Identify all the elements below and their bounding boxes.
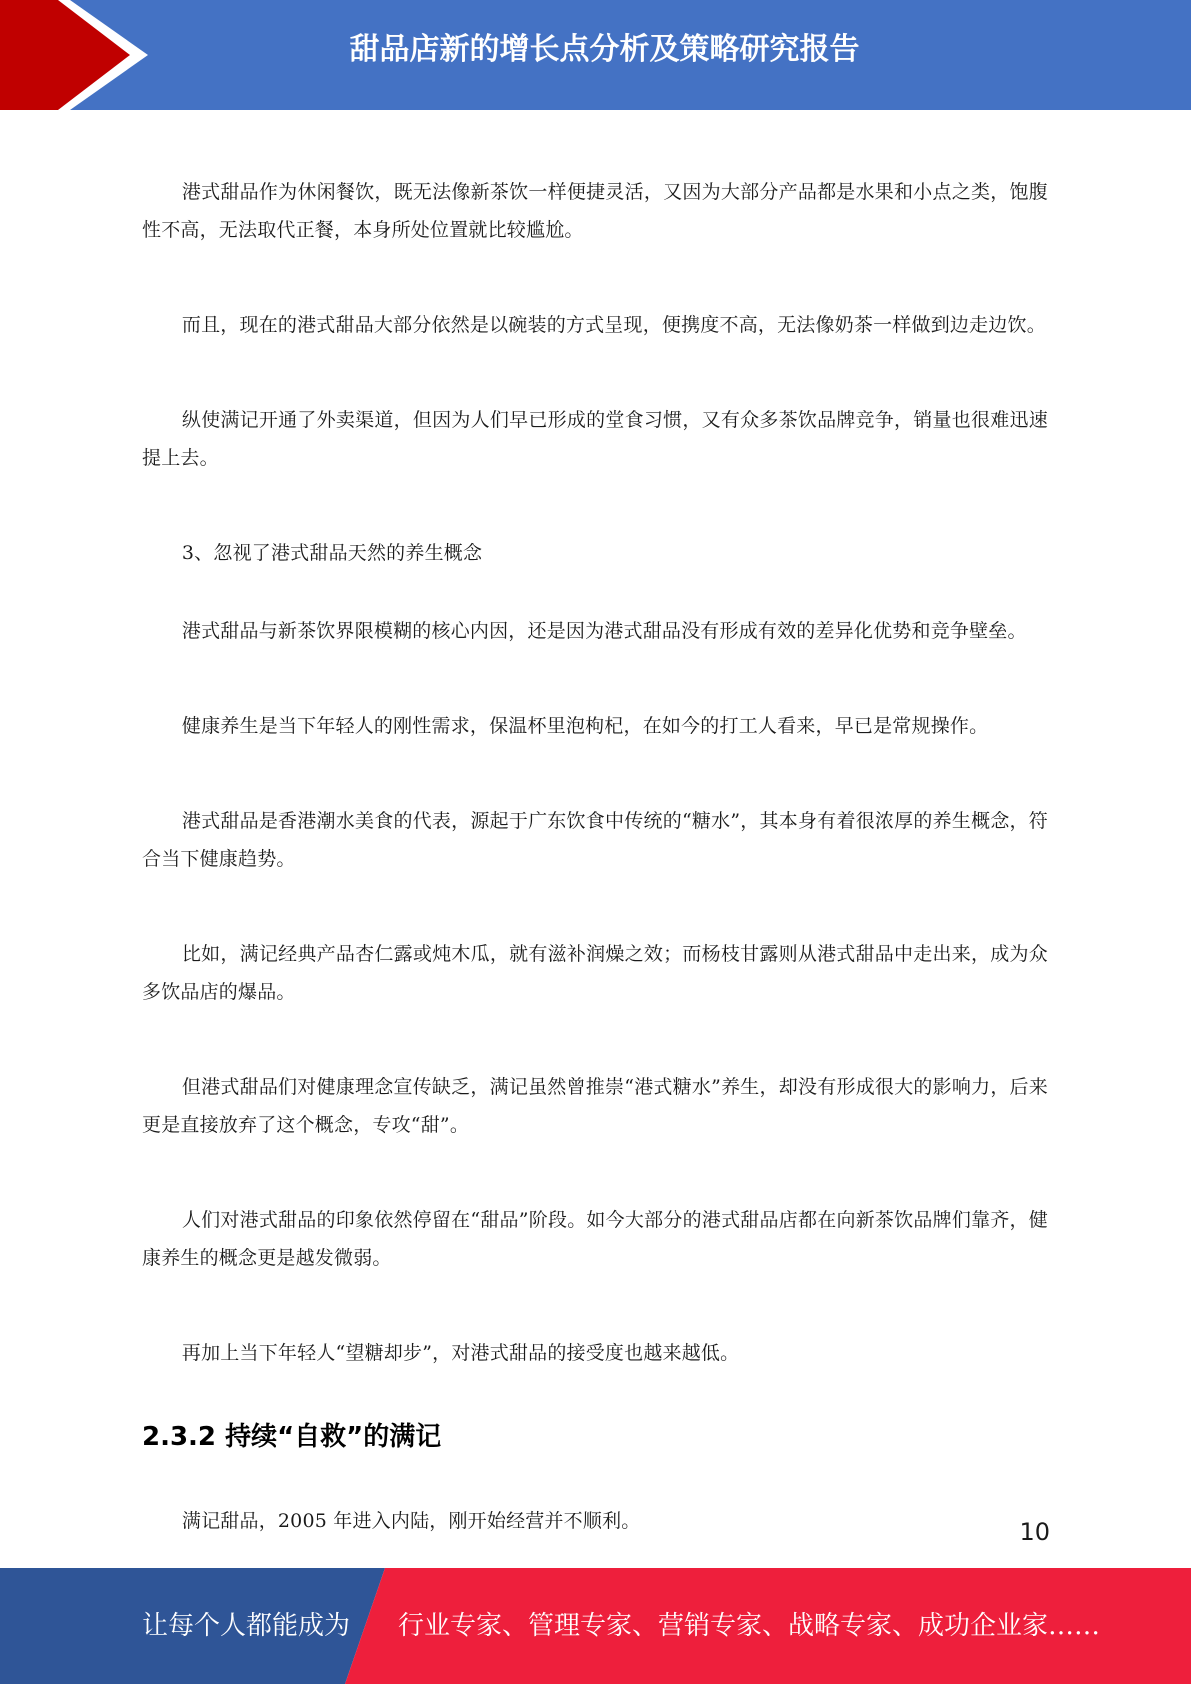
section-heading: 2.3.2 持续“自救”的满记 — [142, 1422, 442, 1452]
body-paragraph: 人们对港式甜品的印象依然停留在“甜品”阶段。如今大部分的港式甜品店都在向新茶饮品牌们靠齐，健康养生的概念更是越发微弱。 — [142, 1209, 1048, 1269]
body-paragraph: 纵使满记开通了外卖渠道，但因为人们早已形成的堂食习惯，又有众多茶饮品牌竞争，销量也很难迅速提上去。 — [142, 409, 1048, 469]
body-paragraph: 健康养生是当下年轻人的刚性需求，保温杯里泡枸杞，在如今的打工人看来，早已是常规操作。 — [181, 715, 989, 737]
page-content — [142, 173, 1048, 1597]
footer-slogan-right: 行业专家、管理专家、营销专家、战略专家、成功企业家…… — [398, 1611, 1101, 1641]
body-paragraph: 但港式甜品们对健康理念宣传缺乏，满记虽然曾推崇“港式糖水”养生，却没有形成很大的影响力，后来更是直接放弃了这个概念，专攻“甜”。 — [142, 1076, 1048, 1136]
body-paragraph: 再加上当下年轻人“望糖却步”，对港式甜品的接受度也越来越低。 — [181, 1342, 740, 1364]
page-footer — [0, 1568, 1191, 1684]
body-paragraph: 港式甜品作为休闲餐饮，既无法像新茶饮一样便捷灵活，又因为大部分产品都是水果和小点之类，饱腹性不高，无法取代正餐，本身所处位置就比较尴尬。 — [142, 181, 1048, 241]
footer-slogan-left: 让每个人都能成为 — [142, 1611, 351, 1641]
subsection-title: 3、忽视了港式甜品天然的养生概念 — [181, 542, 483, 564]
body-paragraph: 比如，满记经典产品杏仁露或炖木瓜，就有滋补润燥之效；而杨枝甘露则从港式甜品中走出来，成为众多饮品店的爆品。 — [142, 943, 1048, 1003]
body-paragraph: 港式甜品与新茶饮界限模糊的核心内因，还是因为港式甜品没有形成有效的差异化优势和竞争壁垒。 — [181, 620, 1027, 642]
body-paragraph: 港式甜品是香港潮水美食的代表，源起于广东饮食中传统的“糖水”，其本身有着很浓厚的养生概念，符合当下健康趋势。 — [142, 810, 1048, 870]
body-paragraph: 满记甜品，2005 年进入内陆，刚开始经营并不顺利。 — [181, 1510, 641, 1532]
page-header — [0, 0, 1191, 110]
page-number: 10 — [1019, 1518, 1050, 1546]
body-paragraph: 而且，现在的港式甜品大部分依然是以碗装的方式呈现，便携度不高，无法像奶茶一样做到边走边饮。 — [181, 314, 1046, 336]
report-title: 甜品店新的增长点分析及策略研究报告 — [349, 32, 860, 67]
